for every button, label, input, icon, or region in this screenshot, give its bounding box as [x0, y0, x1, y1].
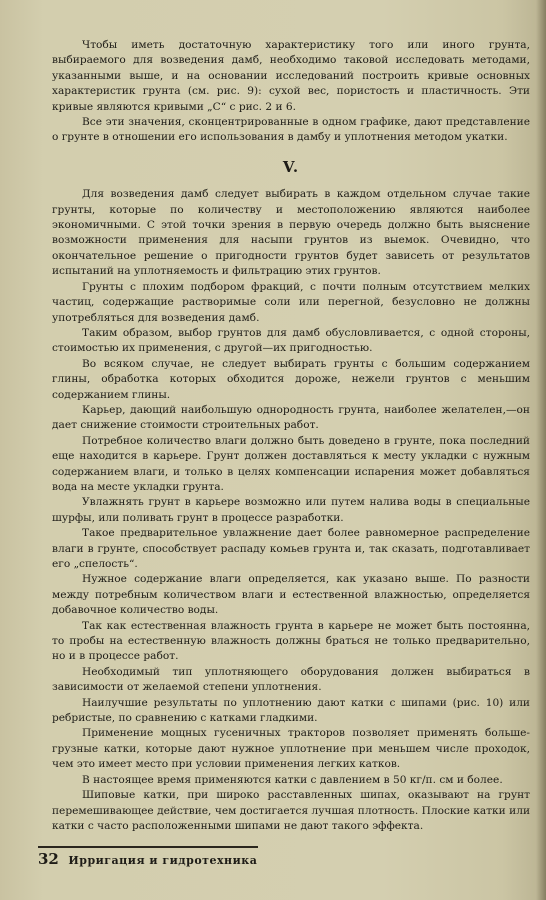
paragraph: Для возведения дамб следует выбирать в каждом отдельном случае такие грунты, которые по количеству и местоположению являются наиболее экономичными. С этой точки зрения в первую очередь должно быть выяснение возможности применения для насыпи грунтов из выемок. Очевидно, что окончательное решение о пригодности грунтов будет зависеть от результатов испытаний на уплотняемость и фильтрацию этих грунтов. — [52, 188, 530, 278]
paragraph: Наилучшие результаты по уплотнению дают катки с шипами (рис. 10) или ребристые, по сравнению с катками гладкими. — [52, 696, 530, 725]
paragraphs-after-section — [52, 187, 530, 834]
paragraph: Необходимый тип уплотняющего оборудования должен выбираться в зависимости от желаемой степени уплотнения. — [52, 665, 530, 694]
paragraph: Так как естественная влажность грунта в карьере не может быть постоянна, то пробы на естественную влажность должны браться не только предварительно, но и в процессе работ. — [52, 619, 530, 663]
paragraph: Чтобы иметь достаточную характеристику того или иного грунта, выбираемого для возведения дамб, необходимо таковой исследовать методами, указанными выше, и на основании исследований построить кривые основных характеристик грунта (см. рис. 9): сухой вес, пористость и пластичность. Эти кривые являются кривыми „С“ с рис. 2 и 6. — [52, 39, 530, 113]
paragraph: Увлажнять грунт в карьере возможно или путем налива воды в специальные шурфы, или поливать грунт в процессе разработки. — [52, 496, 530, 524]
paragraph: Все эти значения, сконцентрированные в одном графике, дают представление о грунте в отношении его использования в дамбу и уплотнения методом укатки. — [52, 116, 530, 144]
paragraph: Шиповые катки, при широко расставленных шипах, оказывают на грунт перемешивающее действие, чем достигается лучшая плотность. Плоские катки или катки с часто расположенными шипами не дают такого эффекта. — [52, 789, 530, 832]
page-body — [52, 38, 530, 834]
paragraphs-before-section — [52, 38, 530, 146]
page-spine-shadow — [536, 0, 546, 900]
paragraph: Нужное содержание влаги определяется, как указано выше. По разности между потребным количеством влаги и естественной влажностью, определяется добавочное количество воды. — [52, 573, 530, 617]
paragraph: Применение мощных гусеничных тракторов позволяет применять больше-грузные катки, которые дают нужное уплотнение при меньшем числе проходок, чем это имеет место при условии применения легких катков. — [52, 727, 530, 771]
paragraph: В настоящее время применяются катки с давлением в 50 кг/п. см и более. — [82, 773, 503, 786]
paragraph: Карьер, дающий наибольшую однородность грунта, наиболее желателен,—он дает снижение стоимости строительных работ. — [52, 403, 530, 432]
journal-title: Ирригация и гидротехника — [68, 854, 258, 867]
paragraph: Потребное количество влаги должно быть доведено в грунте, пока последний еще находится в карьере. Грунт должен доставляться к месту укладки с нужным содержанием влаги, и только в целях компенсации испарения может добавляться вода на месте укладки грунта. — [52, 434, 530, 493]
section-heading: V. — [282, 157, 300, 176]
paragraph: Таким образом, выбор грунтов для дамб обусловливается, с одной стороны, стоимостью их применения, с другой—их пригодностью. — [52, 326, 530, 355]
paragraph: Во всяком случае, не следует выбирать грунты с большим содержанием глины, обработка которых обходится дороже, нежели грунтов с меньшим содержанием глины. — [52, 357, 530, 401]
paragraph: Грунты с плохим подбором фракций, с почти полным отсутствием мелких частиц, содержащие растворимые соли или перегной, безусловно не должны употребляться для возведения дамб. — [52, 280, 530, 324]
page-number: 32 — [38, 850, 59, 868]
page-footer — [38, 846, 258, 868]
paragraph: Такое предварительное увлажнение дает более равномерное распределение влаги в грунте, способствует распаду комьев грунта и, так сказать, подготавливает его „спелость“. — [52, 527, 530, 570]
